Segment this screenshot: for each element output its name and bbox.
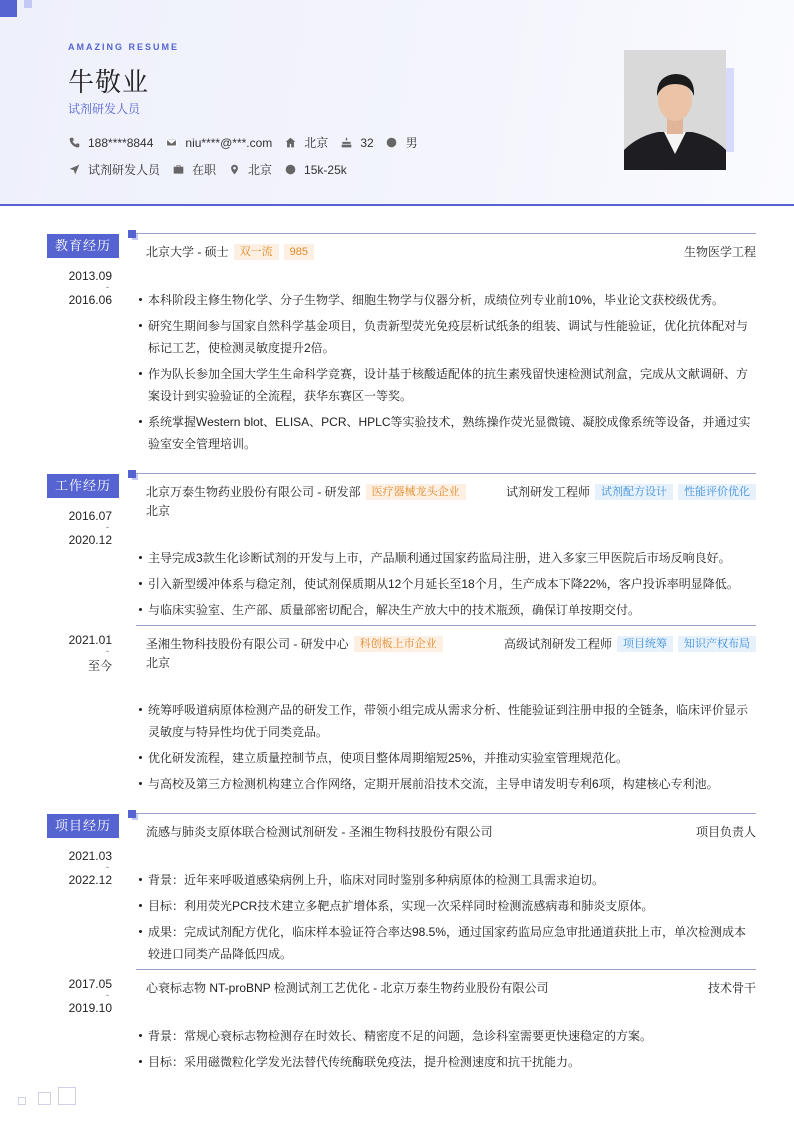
list-item: 目标：采用磁微粒化学发光法替代传统酶联免疫法，提升检测速度和抗干扰能力。	[138, 1051, 756, 1073]
status-text: 在职	[192, 163, 217, 177]
status-item	[172, 161, 216, 178]
work-end-date: 2020.12	[68, 533, 112, 547]
position-name: 高级试剂研发工程师	[503, 637, 612, 651]
list-item: 主导完成3款生化诊断试剂的开发与上市，产品顺利通过国家药监局注册，进入多家三甲医院后市场反响良好。	[138, 547, 756, 569]
resume-header	[0, 0, 794, 206]
company-name: 北京万泰生物药业股份有限公司 - 研发部	[146, 485, 361, 499]
entry-separator	[136, 625, 756, 626]
age-text: 32	[360, 135, 374, 150]
list-item: 成果：完成试剂配方优化，临床样本验证符合率达98.5%，通过国家药监局应急审批通道获批上市，单次检测成本较进口同类产品降低四成。	[138, 921, 756, 965]
list-item: 优化研发流程，建立质量控制节点，使项目整体周期缩短25%，并推动实验室管理规范化。	[138, 747, 756, 769]
work-city: 北京	[146, 656, 171, 670]
phone-icon	[68, 137, 80, 149]
city-item	[228, 161, 272, 178]
decor-square	[0, 0, 17, 17]
date-dash: -	[106, 862, 109, 872]
skill-tag: 项目统筹	[617, 636, 673, 652]
intent-text: 试剂研发人员	[88, 163, 161, 177]
section-rule	[136, 233, 756, 234]
school-name: 北京大学 - 硕士	[146, 245, 229, 259]
education-title-line	[146, 243, 756, 260]
project-end-date: 2019.10	[68, 1001, 112, 1015]
candidate-name: 牛敬业	[68, 67, 150, 97]
section-marker	[128, 810, 136, 818]
age-item	[340, 136, 373, 150]
entry-separator	[136, 969, 756, 970]
salary-text: 15k-25k	[304, 162, 347, 177]
date-dash: -	[106, 522, 109, 532]
work-bullets	[138, 547, 756, 625]
edu-start-date: 2013.09	[68, 269, 112, 283]
project-role: 项目负责人	[695, 825, 756, 839]
work-title-line	[146, 483, 756, 500]
position-name: 试剂研发工程师	[505, 485, 590, 499]
section-rule	[136, 813, 756, 814]
phone-item	[68, 136, 153, 150]
list-item: 研究生期间参与国家自然科学基金项目，负责新型荧光免疫层析试纸条的组装、调试与性能验证，优化抗体配对与标记工艺，使检测灵敏度提升2倍。	[138, 315, 756, 359]
skill-tag: 试剂配方设计	[595, 484, 673, 500]
project-bullets	[138, 869, 756, 969]
salary-item	[284, 163, 347, 177]
home-text: 北京	[304, 136, 329, 150]
home-icon	[284, 137, 296, 149]
mail-icon	[165, 137, 177, 149]
date-dash: -	[106, 282, 109, 292]
project-title: 流感与肺炎支原体联合检测试剂研发 - 圣湘生物科技股份有限公司	[146, 825, 493, 839]
list-item: 统筹呼吸道病原体检测产品的研发工作，带领小组完成从需求分析、性能验证到注册申报的全链条，临床评价显示灵敏度与特异性均优于同类竞品。	[138, 699, 756, 743]
project-start-date: 2017.05	[68, 977, 112, 991]
section-marker	[128, 230, 136, 238]
work-city: 北京	[146, 504, 171, 518]
gender-icon	[386, 137, 398, 149]
section-label-work: 工作经历	[47, 474, 119, 498]
project-role: 技术骨干	[707, 981, 756, 995]
list-item: 与高校及第三方检测机构建立合作网络，定期开展前沿技术交流，主导申请发明专利6项，构建核心专利池。	[138, 773, 756, 795]
section-label-projects: 项目经历	[47, 814, 119, 838]
avatar	[624, 50, 726, 170]
intent-item	[68, 161, 160, 178]
company-name: 圣湘生物科技股份有限公司 - 研发中心	[146, 637, 349, 651]
work-end-date: 至今	[87, 659, 112, 673]
cake-icon	[340, 137, 352, 149]
briefcase-icon	[172, 164, 184, 176]
project-title-line	[146, 979, 756, 996]
project-end-date: 2022.12	[68, 873, 112, 887]
school-tag: 985	[284, 244, 314, 260]
phone-text: 188****8844	[88, 135, 154, 150]
decor-square-small	[24, 0, 32, 8]
education-bullets	[138, 289, 756, 459]
section-marker	[128, 470, 136, 478]
salary-icon	[284, 164, 296, 176]
decor-square	[38, 1092, 51, 1105]
location-icon	[228, 164, 240, 176]
date-dash: -	[106, 646, 109, 656]
gender-text: 男	[405, 136, 418, 150]
list-item: 作为队长参加全国大学生生命科学竞赛，设计基于核酸适配体的抗生素残留快速检测试剂盒，完成从文献调研、方案设计到实验验证的全流程，获华东赛区一等奖。	[138, 363, 756, 407]
brand-text: AMAZING RESUME	[68, 42, 179, 52]
job-intent-row	[68, 161, 359, 178]
list-item: 引入新型缓冲体系与稳定剂，使试剂保质期从12个月延长至18个月，生产成本下降22%，客户投诉率明显降低。	[138, 573, 756, 595]
project-start-date: 2021.03	[68, 849, 112, 863]
email-text: niu****@***.com	[185, 135, 273, 150]
project-title-line	[146, 823, 756, 840]
city-text: 北京	[248, 163, 273, 177]
send-icon	[68, 164, 80, 176]
skill-tag: 知识产权布局	[678, 636, 756, 652]
date-dash: -	[106, 990, 109, 1000]
project-title: 心衰标志物 NT-proBNP 检测试剂工艺优化 - 北京万泰生物药业股份有限公司	[146, 981, 549, 995]
work-start-date: 2016.07	[68, 509, 112, 523]
home-item	[284, 134, 328, 151]
edu-end-date: 2016.06	[68, 293, 112, 307]
candidate-role: 试剂研发人员	[68, 102, 141, 116]
email-item	[165, 136, 272, 150]
skill-tag: 性能评价优化	[678, 484, 756, 500]
list-item: 本科阶段主修生物化学、分子生物学、细胞生物学与仪器分析，成绩位列专业前10%，毕业论文获校级优秀。	[138, 289, 756, 311]
list-item: 背景：近年来呼吸道感染病例上升，临床对同时鉴别多种病原体的检测工具需求迫切。	[138, 869, 756, 891]
section-label-education: 教育经历	[47, 234, 119, 258]
major-name: 生物医学工程	[683, 245, 756, 259]
decor-square	[58, 1087, 76, 1105]
gender-item	[386, 134, 418, 151]
school-tag: 双一流	[234, 244, 279, 260]
work-bullets	[138, 699, 756, 799]
list-item: 与临床实验室、生产部、质量部密切配合，解决生产放大中的技术瓶颈，确保订单按期交付。	[138, 599, 756, 621]
section-rule	[136, 473, 756, 474]
company-tag: 医疗器械龙头企业	[366, 484, 466, 500]
list-item: 系统掌握Western blot、ELISA、PCR、HPLC等实验技术，熟练操作荧光显微镜、凝胶成像系统等设备，并通过实验室安全管理培训。	[138, 411, 756, 455]
avatar-portrait	[624, 50, 726, 170]
company-tag: 科创板上市企业	[354, 636, 443, 652]
list-item: 目标：利用荧光PCR技术建立多靶点扩增体系，实现一次采样同时检测流感病毒和肺炎支原体。	[138, 895, 756, 917]
list-item: 背景：常规心衰标志物检测存在时效长、精密度不足的问题，急诊科室需要更快速稳定的方案。	[138, 1025, 756, 1047]
decor-square	[18, 1097, 26, 1105]
contact-row	[68, 134, 430, 151]
project-bullets	[138, 1025, 756, 1077]
work-title-line	[146, 635, 756, 652]
work-start-date: 2021.01	[68, 633, 112, 647]
